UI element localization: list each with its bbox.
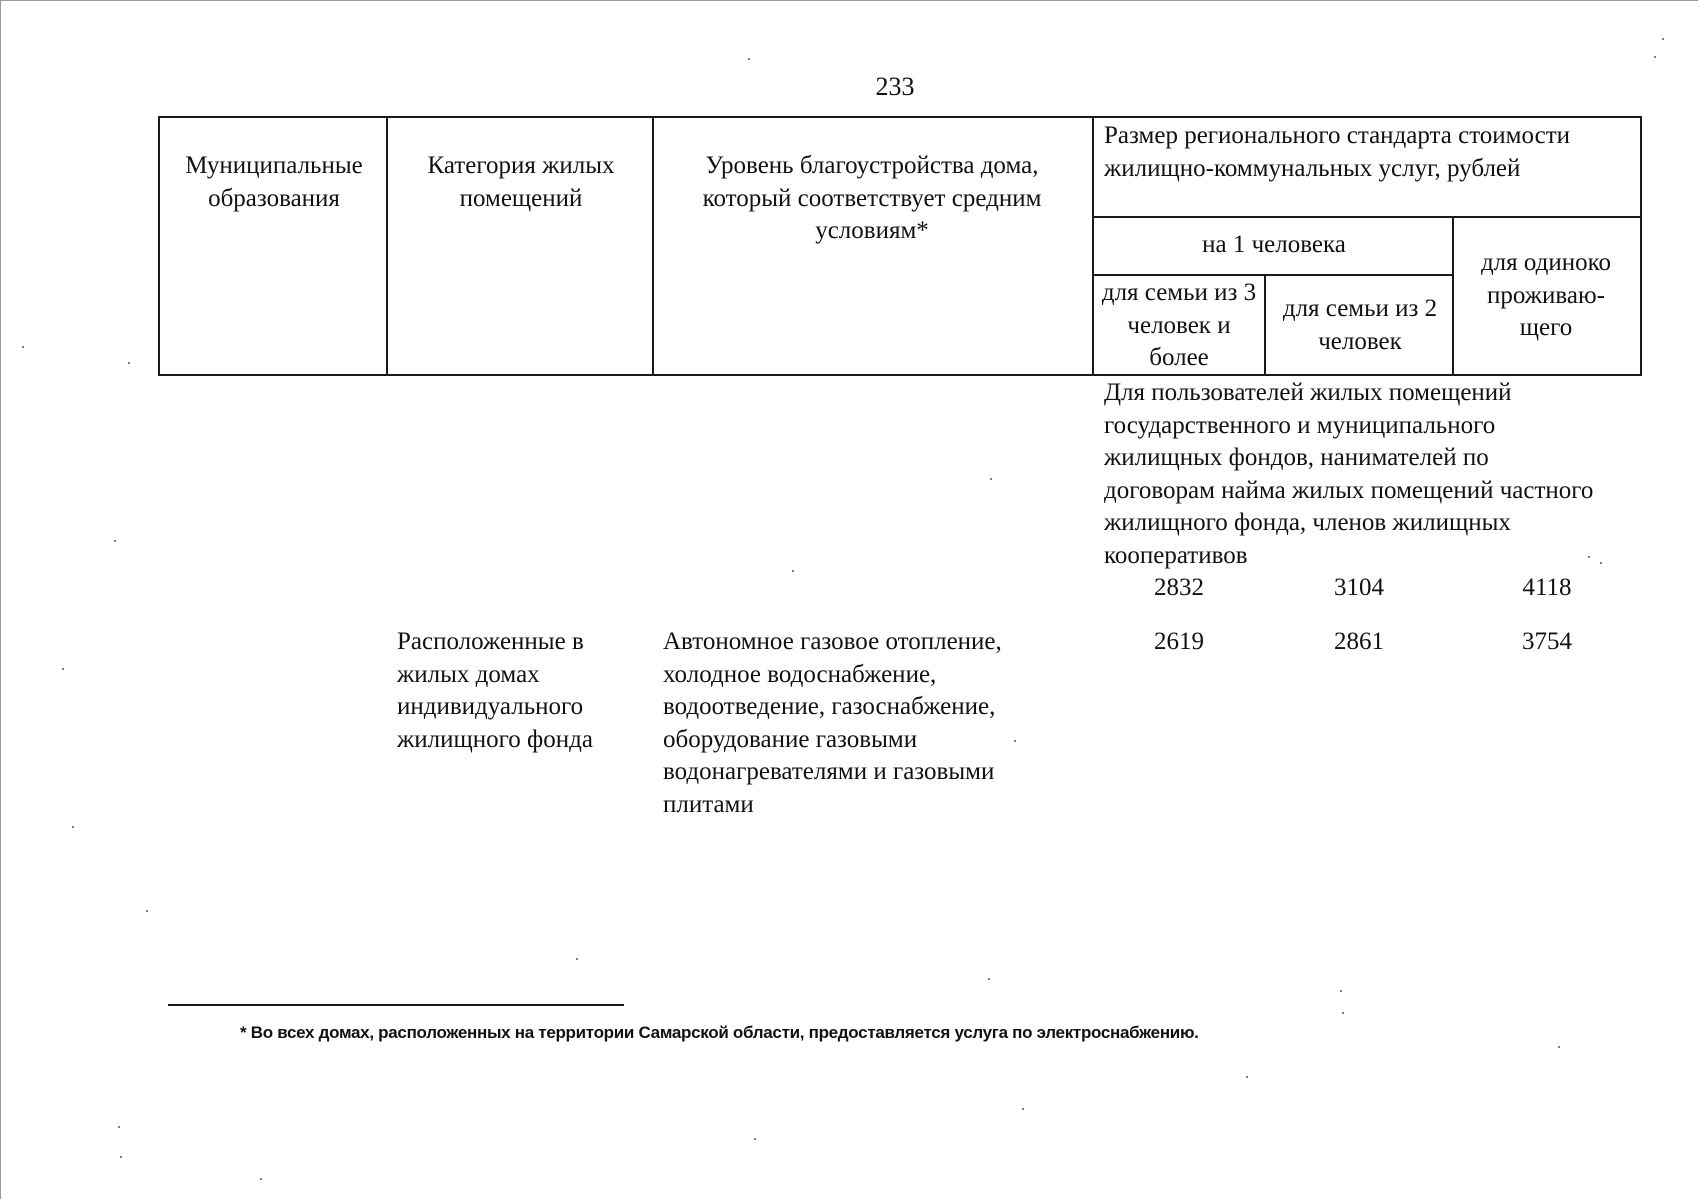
scan-speck [748, 58, 750, 60]
scan-speck [988, 978, 990, 980]
table-right-border [1640, 116, 1642, 376]
scan-speck [72, 826, 74, 828]
col-divider-3 [1092, 116, 1094, 376]
row-2-category: Расположенные в жилых домах индивидуального жилищного фонда [397, 628, 593, 753]
scan-speck [260, 1178, 262, 1180]
row-1-family-3-plus: 2832 [1154, 574, 1204, 601]
scan-speck [22, 346, 24, 348]
row-2-single: 3754 [1522, 628, 1572, 655]
header-housing-category: Категория жилых помещений [427, 152, 615, 212]
col-divider-2 [652, 116, 654, 376]
scan-speck [754, 1138, 756, 1140]
table-top-border [158, 116, 1642, 118]
header-per-person: на 1 человека [1202, 231, 1346, 258]
scan-speck [1014, 740, 1016, 742]
per-person-divider [1092, 274, 1454, 276]
col-divider-5 [1452, 216, 1454, 376]
scan-speck [128, 362, 130, 364]
row-2-family-2: 2861 [1334, 628, 1384, 655]
group-note: Для пользователей жилых помещений государственного и муниципального жилищных фондов, нанимателей по договорам найма жилых помещений частного жилищного фонда, членов жилищных кооперативов [1104, 379, 1594, 569]
col-divider-4 [1264, 274, 1266, 376]
scan-speck [1600, 562, 1602, 564]
header-municipalities: Муниципальные образования [185, 152, 363, 212]
header-single-resident: для одиноко проживаю-щего [1480, 249, 1612, 341]
page-number: 233 [875, 72, 915, 101]
scan-speck [1342, 1012, 1344, 1014]
scan-speck [1246, 1076, 1248, 1078]
header-comfort-level: Уровень благоустройства дома, который соответствует средним условиям* [702, 152, 1042, 244]
scan-speck [1558, 1046, 1560, 1048]
header-bottom-border [158, 374, 1642, 376]
header-family-3-plus: для семьи из 3 человек и более [1101, 279, 1257, 371]
scan-speck [1654, 56, 1656, 58]
scan-speck [1662, 38, 1664, 40]
scan-speck [1022, 1108, 1024, 1110]
header-standard-size: Размер регионального стандарта стоимости жилищно-коммунальных услуг, рублей [1104, 122, 1571, 182]
row-2-family-3-plus: 2619 [1154, 628, 1204, 655]
scan-speck [114, 540, 116, 542]
row-1-single: 4118 [1522, 574, 1572, 601]
footnote-rule [168, 1004, 624, 1006]
standard-size-divider [1092, 216, 1642, 218]
row-1-family-2: 3104 [1334, 574, 1384, 601]
scan-speck [120, 1156, 122, 1158]
scan-speck [990, 478, 992, 480]
footnote: * Во всех домах, расположенных на территории Самарской области, предоставляется услуга по электроснабжению. [240, 1023, 1199, 1042]
scan-speck [146, 910, 148, 912]
col-divider-1 [386, 116, 388, 376]
scan-speck [118, 1126, 120, 1128]
header-family-2: для семьи из 2 человек [1282, 295, 1438, 355]
row-2-comfort: Автономное газовое отопление, холодное водоснабжение, водоотведение, газоснабжение, оборудование газовыми водонагревателями и газовыми плитами [663, 628, 1002, 818]
scan-speck [1588, 556, 1590, 558]
scan-speck [1340, 990, 1342, 992]
scan-speck [792, 570, 794, 572]
table-left-border [158, 116, 160, 376]
scan-speck [62, 668, 64, 670]
scan-speck [576, 958, 578, 960]
